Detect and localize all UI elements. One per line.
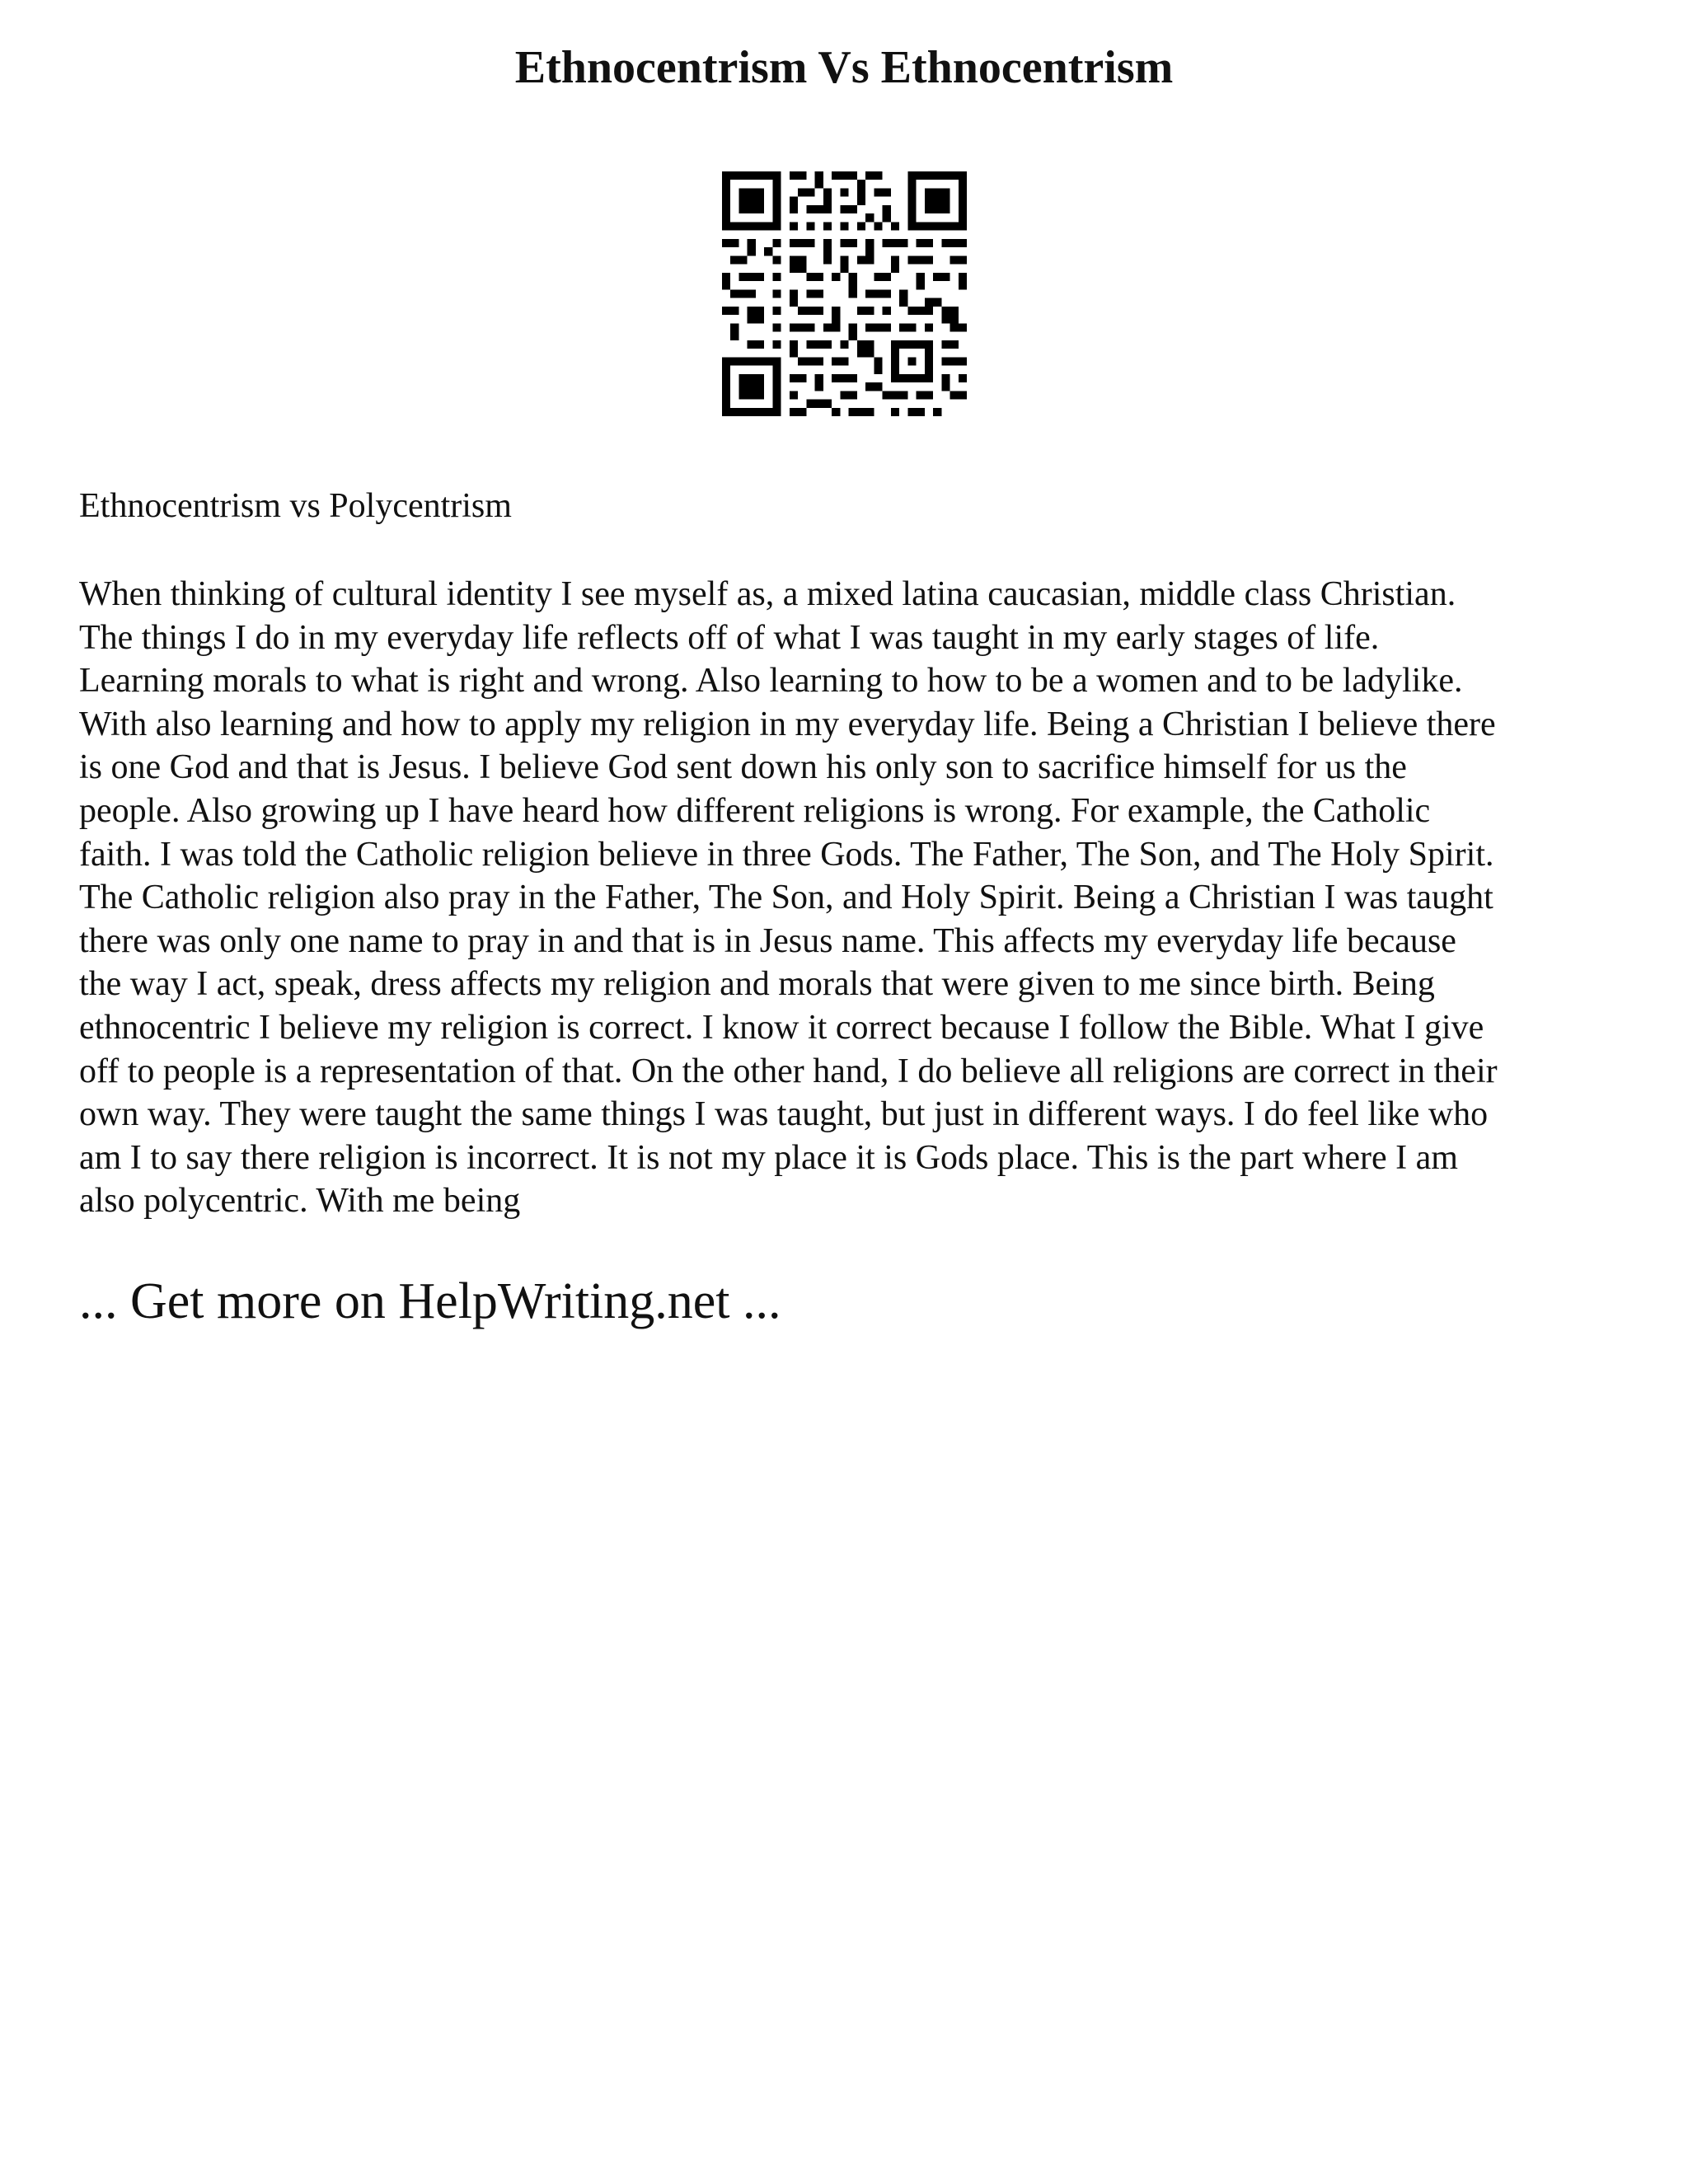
document-title: Ethnocentrism Vs Ethnocentrism	[514, 42, 1174, 93]
body-line: ethnocentric I believe my religion is correct. I know it correct because I follow the Bible. What I give	[79, 1008, 1484, 1047]
body-line: there was only one name to pray in and that is in Jesus name. This affects my everyday life because	[79, 921, 1456, 960]
body-line: With also learning and how to apply my religion in my everyday life. Being a Christian I believe there	[79, 705, 1496, 743]
body-line: is one God and that is Jesus. I believe God sent down his only son to sacrifice himself for us the	[79, 748, 1407, 787]
body-line: faith. I was told the Catholic religion believe in three Gods. The Father, The Son, and The Holy Spirit.	[79, 835, 1494, 874]
body-line: When thinking of cultural identity I see myself as, a mixed latina caucasian, middle class Christian.	[79, 575, 1456, 613]
body-line: own way. They were taught the same things I was taught, but just in different ways. I do feel like who	[79, 1095, 1489, 1134]
qr-code-icon	[722, 171, 967, 416]
body-line: The things I do in my everyday life reflects off of what I was taught in my early stages of life.	[79, 618, 1380, 657]
body-line: people. Also growing up I have heard how different religions is wrong. For example, the Catholic	[79, 791, 1431, 830]
get-more-link[interactable]: ... Get more on HelpWriting.net ...	[79, 1273, 781, 1329]
body-line: Learning morals to what is right and wrong. Also learning to how to be a women and to be ladylike.	[79, 662, 1463, 701]
body-line: also polycentric. With me being	[79, 1182, 521, 1221]
document-body	[79, 573, 1629, 1223]
body-line: the way I act, speak, dress affects my religion and morals that were given to me since birth. Being	[79, 965, 1435, 1004]
document-subtitle: Ethnocentrism vs Polycentrism	[79, 487, 512, 525]
body-line: off to people is a representation of that. On the other hand, I do believe all religions are correct in their	[79, 1052, 1498, 1090]
body-line: am I to say there religion is incorrect. It is not my place it is Gods place. This is the part where I am	[79, 1138, 1458, 1177]
body-line: The Catholic religion also pray in the Father, The Son, and Holy Spirit. Being a Christian I was taught	[79, 879, 1493, 917]
